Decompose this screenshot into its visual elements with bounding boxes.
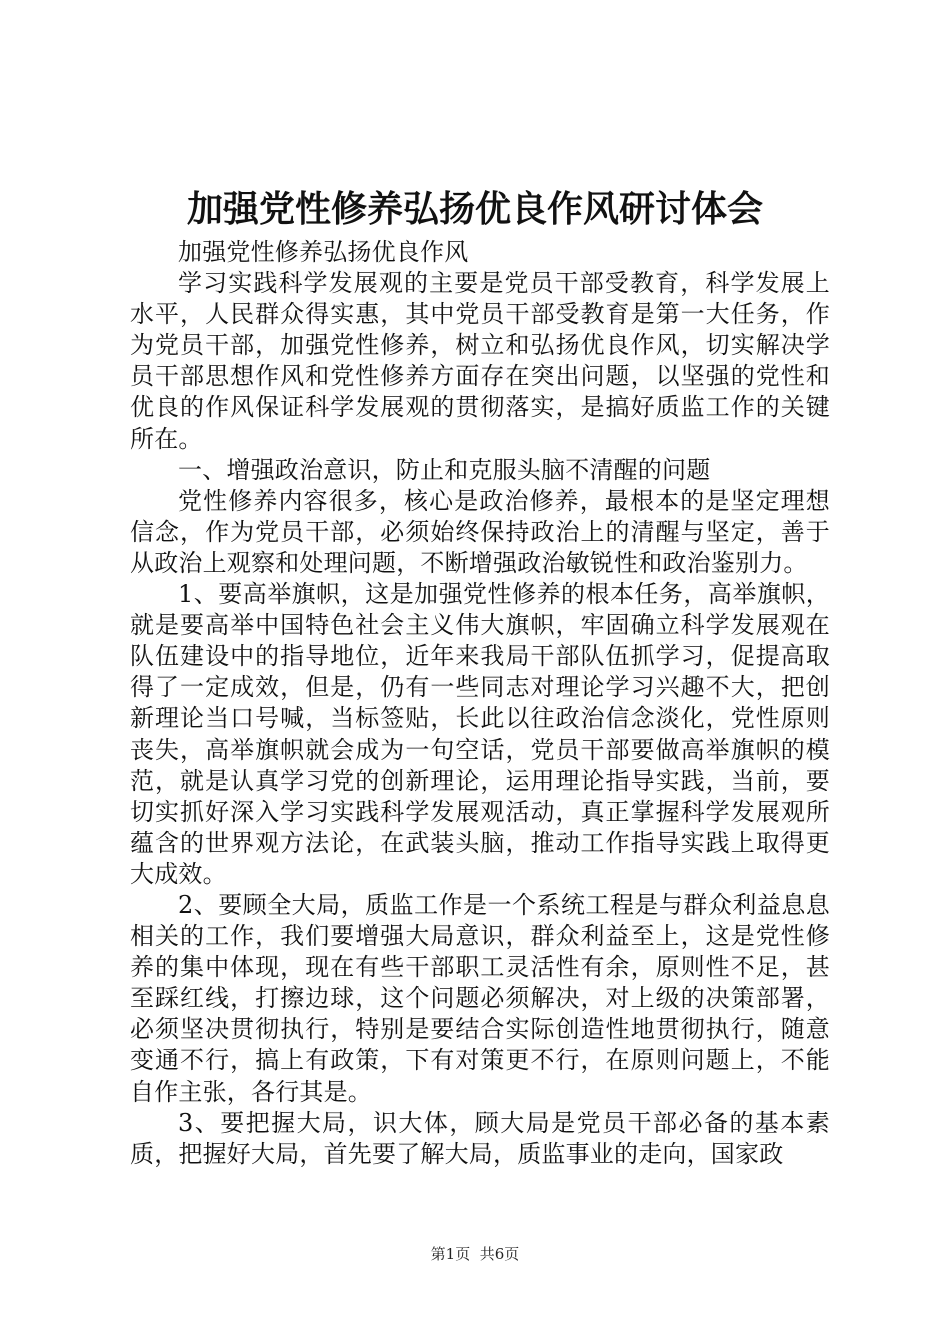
document-body xyxy=(130,237,830,1170)
intro-paragraph: 学习实践科学发展观的主要是党员干部受教育，科学发展上水平，人民群众得实惠，其中党员干部受教育是第一大任务，作为党员干部，加强党性修养，树立和弘扬优良作风，切实解决学员干部思想作风和党性修养方面存在突出问题，以坚强的党性和优良的作风保证科学发展观的贯彻落实，是搞好质监工作的关键所在。 xyxy=(130,269,830,453)
body-paragraph: 1、要高举旗帜，这是加强党性修养的根本任务，高举旗帜，就是要高举中国特色社会主义伟大旗帜，牢固确立科学发展观在队伍建设中的指导地位，近年来我局干部队伍抓学习，促提高取得了一定成效，但是，仍有一些同志对理论学习兴趣不大，把创新理论当口号喊，当标签贴，长此以往政治信念淡化，党性原则丧失，高举旗帜就会成为一句空话，党员干部要做高举旗帜的模范，就是认真学习党的创新理论，运用理论指导实践，当前，要切实抓好深入学习实践科学发展观活动，真正掌握科学发展观所蕴含的世界观方法论，在武装头脑，推动工作指导实践上取得更大成效。 xyxy=(130,580,830,888)
subtitle-paragraph: 加强党性修养弘扬优良作风 xyxy=(178,238,469,266)
page-total: 共6页 xyxy=(479,1245,520,1263)
body-paragraph: 3、要把握大局，识大体，顾大局是党员干部必备的基本素质，把握好大局，首先要了解大局，质监事业的走向，国家政 xyxy=(130,1108,830,1168)
document-title: 加强党性修养弘扬优良作风研讨体会 xyxy=(186,188,763,230)
page-number: 第1页 xyxy=(430,1245,471,1263)
page-footer xyxy=(0,1244,950,1264)
body-paragraph: 党性修养内容很多，核心是政治修养，最根本的是坚定理想信念，作为党员干部，必须始终保持政治上的清醒与坚定，善于从政治上观察和处理问题，不断增强政治敏锐性和政治鉴别力。 xyxy=(130,486,830,577)
body-paragraph: 2、要顾全大局，质监工作是一个系统工程是与群众利益息息相关的工作，我们要增强大局意识，群众利益至上，这是党性修养的集中体现，现在有些干部职工灵活性有余，原则性不足，甚至踩红线，打擦边球，这个问题必须解决，对上级的决策部署，必须坚决贯彻执行，特别是要结合实际创造性地贯彻执行，随意变通不行，搞上有政策，下有对策更不行，在原则问题上，不能自作主张，各行其是。 xyxy=(130,890,830,1106)
section-heading: 一、增强政治意识，防止和克服头脑不清醒的问题 xyxy=(178,455,711,484)
